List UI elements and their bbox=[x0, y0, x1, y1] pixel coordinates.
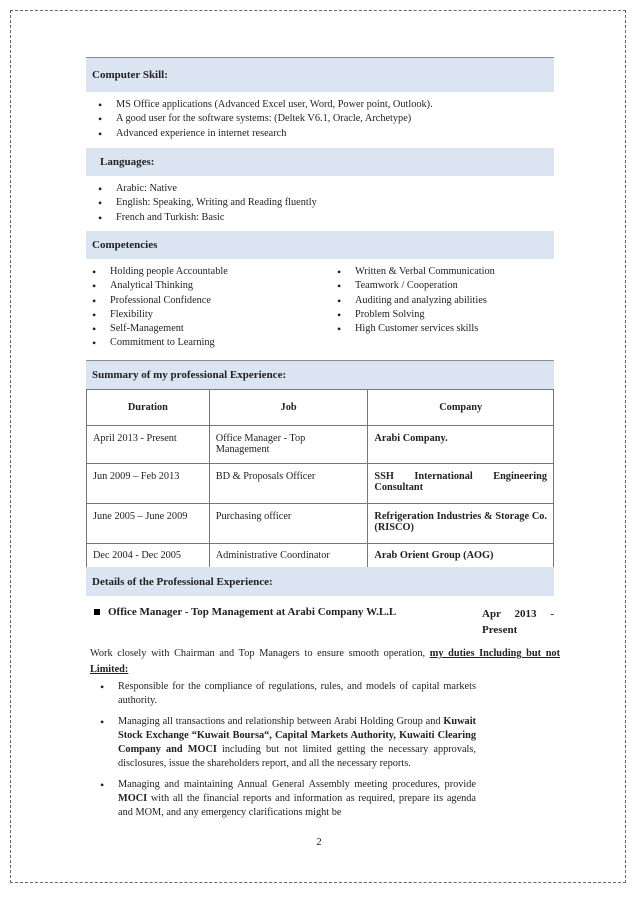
duty-bold-text: Kuwait Stock Exchange “Kuwait Boursa“, Capital Markets Authority, Kuwaiti Clearing Company and MOCI bbox=[118, 716, 476, 755]
list-item: • French and Turkish: Basic bbox=[92, 211, 552, 225]
duty-text: with all the financial reports and information as required, prepare its agenda and MOM, and any emergency clarifications might be bbox=[118, 793, 477, 818]
list-item: • Flexibility bbox=[86, 308, 316, 322]
table-header-row bbox=[87, 390, 554, 426]
languages-heading: Languages: bbox=[86, 148, 554, 176]
list-item: • Responsible for the compliance of regulations, rules, and models of capital markets authority. bbox=[92, 680, 476, 708]
list-item: • Commitment to Learning bbox=[86, 336, 316, 350]
competencies-heading: Competencies bbox=[86, 231, 554, 259]
list-item: • Problem Solving bbox=[331, 308, 555, 322]
list-item: • High Customer services skills bbox=[331, 322, 555, 336]
computer-skill-heading: Computer Skill: bbox=[86, 57, 554, 92]
company-cell: Arab Orient Group (AOG) bbox=[368, 544, 554, 572]
intro-paragraph bbox=[90, 646, 560, 678]
computer-skill-list bbox=[92, 98, 552, 141]
list-item bbox=[92, 778, 476, 820]
duration-cell: June 2005 – June 2009 bbox=[87, 504, 210, 544]
list-item bbox=[92, 715, 476, 771]
list-item: • Self-Management bbox=[86, 322, 316, 336]
square-bullet-icon bbox=[94, 609, 100, 615]
list-item: • Auditing and analyzing abilities bbox=[331, 294, 555, 308]
intro-text: Work closely with Chairman and Top Managers to ensure smooth operation, bbox=[90, 648, 426, 659]
page-number: 2 bbox=[316, 836, 322, 848]
competencies-right-list bbox=[331, 265, 555, 336]
languages-list bbox=[92, 182, 552, 225]
duration-cell: Jun 2009 – Feb 2013 bbox=[87, 464, 210, 504]
table-row bbox=[87, 426, 554, 464]
list-item: • Advanced experience in internet research bbox=[92, 127, 552, 141]
list-item: • Professional Confidence bbox=[86, 294, 316, 308]
duty-text: Managing and maintaining Annual General Assembly meeting procedures, provide bbox=[118, 779, 476, 790]
competencies-left-list bbox=[86, 265, 316, 351]
duty-bold-text: MOCI bbox=[118, 793, 148, 804]
column-header-duration: Duration bbox=[87, 390, 210, 426]
duration-cell: April 2013 - Present bbox=[87, 426, 210, 464]
table-row bbox=[87, 464, 554, 504]
job-date: Apr 2013 - Present bbox=[482, 608, 554, 636]
list-item: • MS Office applications (Advanced Excel user, Word, Power point, Outlook). bbox=[92, 98, 552, 112]
table-row bbox=[87, 504, 554, 544]
job-cell: Purchasing officer bbox=[209, 504, 368, 544]
list-item: • Teamwork / Cooperation bbox=[331, 279, 555, 293]
list-item: • Written & Verbal Communication bbox=[331, 265, 555, 279]
job-cell: Office Manager - Top Management bbox=[209, 426, 368, 464]
company-cell: Refrigeration Industries & Storage Co.(RISCO) bbox=[368, 504, 554, 544]
list-item: • Holding people Accountable bbox=[86, 265, 316, 279]
summary-heading: Summary of my professional Experience: bbox=[86, 360, 554, 389]
job-cell: BD & Proposals Officer bbox=[209, 464, 368, 504]
job-title bbox=[94, 606, 396, 618]
company-cell: SSH International Engineering Consultant bbox=[368, 464, 554, 504]
intro-underlined-text: my duties Including but not Limited: bbox=[90, 648, 561, 675]
column-header-company: Company bbox=[368, 390, 554, 426]
column-header-job: Job bbox=[209, 390, 368, 426]
duties-list bbox=[92, 680, 476, 827]
job-title-text: Office Manager - Top Management at Arabi Company W.L.L bbox=[108, 606, 397, 618]
list-item: • A good user for the software systems: (Deltek V6.1, Oracle, Archetype) bbox=[92, 112, 552, 126]
list-item: • Analytical Thinking bbox=[86, 279, 316, 293]
duty-text: including but not limited getting the necessary approvals, disclosures, issue the shareholders report, and all the necessary reports. bbox=[118, 744, 476, 769]
company-cell: Arabi Company. bbox=[368, 426, 554, 464]
list-item: • Arabic: Native bbox=[92, 182, 552, 196]
experience-table bbox=[86, 389, 554, 572]
details-heading: Details of the Professional Experience: bbox=[86, 567, 554, 596]
job-cell: Administrative Coordinator bbox=[209, 544, 368, 572]
duration-cell: Dec 2004 - Dec 2005 bbox=[87, 544, 210, 572]
list-item: • English: Speaking, Writing and Reading fluently bbox=[92, 196, 552, 210]
duty-text: Managing all transactions and relationship between Arabi Holding Group and bbox=[118, 716, 441, 727]
